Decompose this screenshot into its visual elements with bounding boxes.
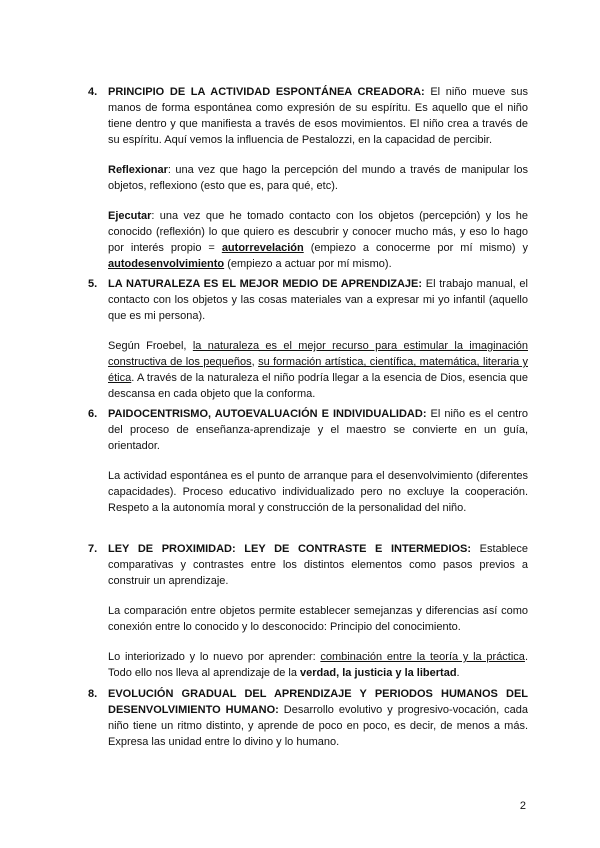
item-number: 7. [88,543,98,555]
item-paragraph: LEY DE PROXIMIDAD: LEY DE CONTRASTE E INTERMEDIOS: Establece comparativas y contrastes entre los distintos elementos como pasos previos a construir un aprendizaje. [108,543,528,587]
item-number: 5. [88,278,98,290]
item-heading: EVOLUCIÓN GRADUAL DEL APRENDIZAJE Y PERIODOS HUMANOS DEL DESENVOLVIMIENTO HUMANO: [108,688,528,716]
term-reflexionar: Reflexionar [108,164,168,176]
term-autodesenvolvimiento: autodesenvolvimiento [108,258,225,270]
list-item-6 [90,406,528,516]
item-heading: PAIDOCENTRISMO, AUTOEVALUACIÓN E INDIVIDUALIDAD: [108,408,427,420]
reflexionar-paragraph: Reflexionar: una vez que hago la percepción del mundo a través de manipular los objetos, reflexiono (esto que es, para qué, etc). [108,164,528,192]
item-heading: PRINCIPIO DE LA ACTIVIDAD ESPONTÁNEA CREADORA: [108,86,425,98]
item-number: 4. [88,86,98,98]
item-heading: LA NATURALEZA ES EL MEJOR MEDIO DE APRENDIZAJE: [108,278,423,290]
item-heading: LEY DE PROXIMIDAD: LEY DE CONTRASTE E INTERMEDIOS: [108,543,472,555]
item-paragraph: EVOLUCIÓN GRADUAL DEL APRENDIZAJE Y PERIODOS HUMANOS DEL DESENVOLVIMIENTO HUMANO: Desarrollo evolutivo y progresivo-vocación, cada niño tiene un ritmo distinto, y aprende de poco en poco, es decir, de menos a más. Expresa las unidad entre lo divino y lo humano. [108,688,528,748]
list-item-7 [90,541,528,681]
item-paragraph: PAIDOCENTRISMO, AUTOEVALUACIÓN E INDIVIDUALIDAD: El niño es el centro del proceso de enseñanza-aprendizaje y el maestro se convierte en un guía, orientador. [108,408,528,452]
list-item-8 [90,686,528,750]
froebel-paragraph: Según Froebel, la naturaleza es el mejor recurso para estimular la imaginación constructiva de los pequeños, su formación artística, científica, matemática, literaria y ética. A través de la naturaleza el niño podría llegar a la esencia de Dios, esencia que descansa en cada objeto que la conforma. [108,340,528,400]
item-paragraph: PRINCIPIO DE LA ACTIVIDAD ESPONTÁNEA CREADORA: El niño mueve sus manos de forma espontánea como expresión de su espíritu. Es aquello que el niño tiene dentro y que manifiesta a través de esos movimientos. El niño crea a través de su espíritu. Aquí vemos la influencia de Pestalozzi, en la capacidad de percibir. [108,86,528,146]
item-paragraph-2: La actividad espontánea es el punto de arranque para el desenvolvimiento (diferentes capacidades). Proceso educativo individualizado pero no excluye la cooperación. Respeto a la autonomía moral y construcción de la personalidad del niño. [108,470,528,514]
item-paragraph: LA NATURALEZA ES EL MEJOR MEDIO DE APRENDIZAJE: El trabajo manual, el contacto con los objetos y las cosas materiales van a expresar mi yo infantil (aquello que es mi persona). [108,278,528,322]
term-autorrevelacion: autorrevelación [221,242,304,254]
list-item-5 [90,276,528,402]
ejecutar-paragraph: Ejecutar: una vez que he tomado contacto con los objetos (percepción) y los he conocido (reflexión) lo que quiero es descubrir y conocer mucho más, y eso lo hago por interés propio = autorrevelación (empiezo a conocerme por mí mismo) y autodesenvolvimiento (empiezo a actuar por mí mismo). [108,210,528,270]
item-number: 8. [88,688,98,700]
page-number: 2 [519,800,526,812]
item-paragraph-2: La comparación entre objetos permite establecer semejanzas y diferencias así como conexión entre lo conocido y lo desconocido: Principio del conocimiento. [108,605,528,633]
term-ejecutar: Ejecutar [108,210,152,222]
item-paragraph-3: Lo interiorizado y lo nuevo por aprender: combinación entre la teoría y la práctica. Todo ello nos lleva al aprendizaje de la verdad, la justicia y la libertad. [108,651,528,679]
list-item-4 [90,84,528,272]
item-number: 6. [88,408,98,420]
